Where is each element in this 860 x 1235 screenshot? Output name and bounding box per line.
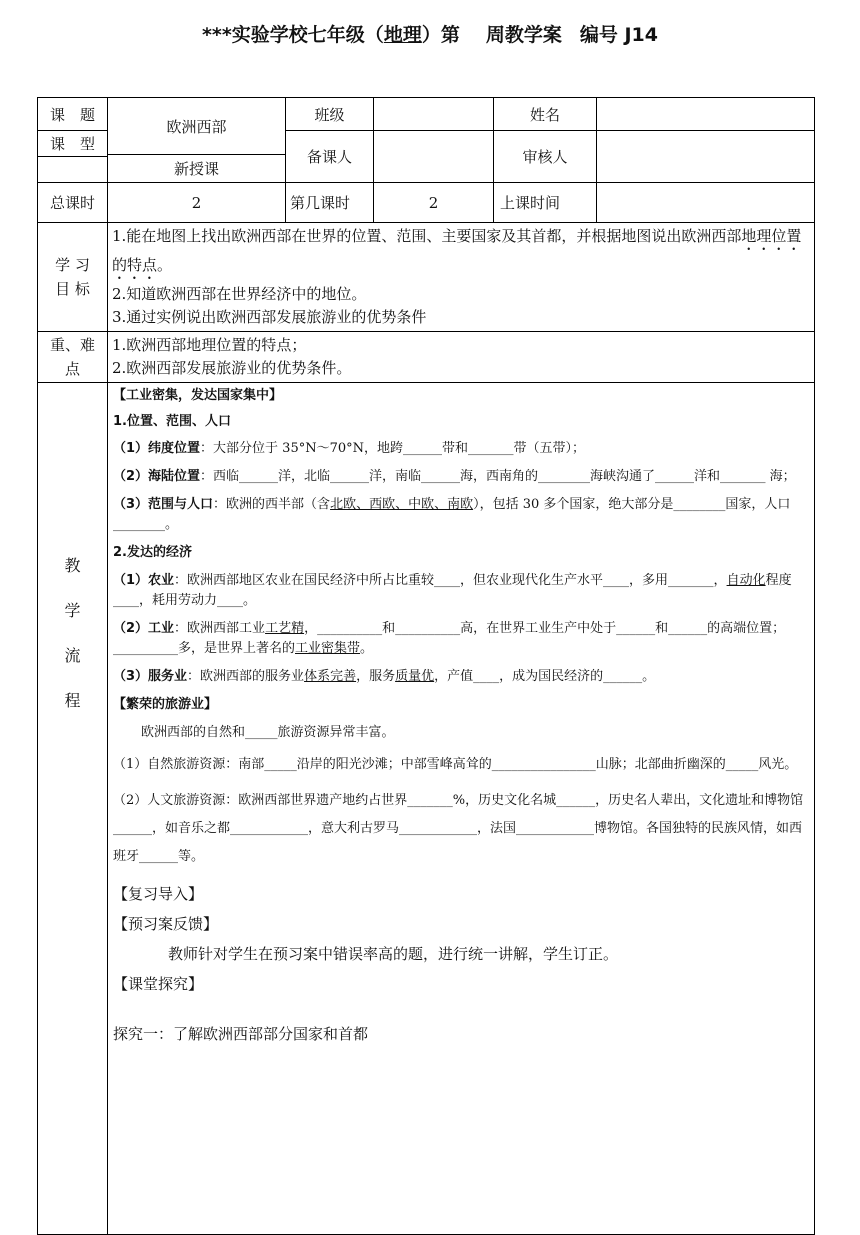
type-label: 课 型 xyxy=(38,131,108,157)
latitude-line: （1）纬度位置：大部分位于 35°N～70°N，地跨______带和_______带（五带）； xyxy=(113,441,586,456)
industry-line: （2）工业：欧洲西部工业工艺精，__________和__________高，在世界工业生产中处于______和______的高端位置；__________多，是世界上著名的工业密集带。 xyxy=(113,621,786,656)
keypoint-2: 2.欧洲西部发展旅游业的优势条件。 xyxy=(112,359,352,377)
flow-char-3: 流 xyxy=(64,646,81,665)
class-label: 班级 xyxy=(286,98,374,131)
class-field[interactable] xyxy=(374,98,494,131)
type-label-spacer xyxy=(38,157,108,183)
title-code: 编号 J14 xyxy=(579,24,658,46)
agriculture-line: （1）农业：欧洲西部地区农业在国民经济中所占比重较____，但农业现代化生产水平____，多用_______，自动化程度____，耗用劳动力____。 xyxy=(113,573,792,608)
flow-char-1: 教 xyxy=(64,556,81,575)
keypoint-1: 1.欧洲西部地理位置的特点； xyxy=(112,336,307,354)
flow-char-2: 学 xyxy=(64,601,81,620)
review-heading: 【复习导入】 xyxy=(113,885,204,903)
tourism-natural: （1）自然旅游资源：南部_____沿岸的阳光沙滩；中部雪峰高耸的________________山脉；北部曲折幽深的_____风光。 xyxy=(113,757,798,772)
name-field[interactable] xyxy=(597,98,815,131)
sea-land-line: （2）海陆位置：西临______洋，北临______洋，南临______海，西南角的________海峡沟通了______洋和_______ 海； xyxy=(113,469,796,484)
keypoints-label: 重、难 点 xyxy=(38,332,108,383)
page-title xyxy=(0,20,860,47)
flow-content xyxy=(108,383,815,1235)
objective-2: 2.知道欧洲西部在世界经济中的地位。 xyxy=(112,285,367,303)
reviewer-label: 审核人 xyxy=(494,131,597,183)
total-hours-value: 2 xyxy=(108,183,286,223)
title-subject: 地理 xyxy=(383,24,422,46)
objective-1: 1.能在地图上找出欧洲西部在世界的位置、范围、主要国家及其首都，并根据地图说出欧洲西部地理位置的特点。 xyxy=(112,227,802,274)
section-heading-industry: 【工业密集，发达国家集中】 xyxy=(113,388,283,403)
flow-label xyxy=(38,383,108,1235)
section-heading-tourism: 【繁荣的旅游业】 xyxy=(113,697,218,712)
tourism-human: （2）人文旅游资源：欧洲西部世界遗产地约占世界_______%，历史文化名城______，历史名人辈出，文化遗址和博物馆______，如音乐之都____________，意大利古罗马____________，法国____________博物馆。各国独特的民族风情，如西班牙______等。 xyxy=(113,793,804,864)
reviewer-field[interactable] xyxy=(597,131,815,183)
which-lesson-value: 2 xyxy=(374,183,494,223)
subheading-economy: 2.发达的经济 xyxy=(113,545,192,560)
tourism-intro: 欧洲西部的自然和_____旅游资源异常丰富。 xyxy=(141,725,395,740)
explore-heading: 【课堂探究】 xyxy=(113,975,204,993)
type-value: 新授课 xyxy=(108,155,286,183)
title-mid: ）第 xyxy=(421,24,460,46)
objectives-label: 学 习 目 标 xyxy=(38,223,108,332)
objective-3: 3.通过实例说出欧洲西部发展旅游业的优势条件 xyxy=(112,308,427,326)
preview-text: 教师针对学生在预习案中错误率高的题，进行统一讲解，学生订正。 xyxy=(168,945,619,963)
preparer-label: 备课人 xyxy=(286,131,374,183)
name-label: 姓名 xyxy=(494,98,597,131)
preview-heading: 【预习案反馈】 xyxy=(113,915,219,933)
explore-1: 探究一：了解欧洲西部部分国家和首都 xyxy=(113,1025,369,1043)
class-time-field[interactable] xyxy=(597,183,815,223)
objectives-content xyxy=(108,223,815,332)
lesson-label: 课 题 xyxy=(38,98,108,131)
flow-char-4: 程 xyxy=(64,691,81,710)
class-time-label: 上课时间 xyxy=(494,183,597,223)
which-lesson-label: 第几课时 xyxy=(286,183,374,223)
title-week: 周教学案 xyxy=(485,24,562,46)
service-line: （3）服务业：欧洲西部的服务业体系完善，服务质量优，产值____，成为国民经济的______。 xyxy=(113,669,656,684)
preparer-field[interactable] xyxy=(374,131,494,183)
lesson-plan-table xyxy=(37,97,815,1235)
subheading-location: 1.位置、范围、人口 xyxy=(113,414,231,429)
total-hours-label: 总课时 xyxy=(38,183,108,223)
lesson-value: 欧洲西部 xyxy=(108,98,286,155)
keypoints-content xyxy=(108,332,815,383)
scope-line: （3）范围与人口：欧洲的西半部（含北欧、西欧、中欧、南欧），包括 30 多个国家，绝大部分是________国家，人口________。 xyxy=(113,497,791,532)
title-prefix: ***实验学校七年级（ xyxy=(202,24,384,46)
